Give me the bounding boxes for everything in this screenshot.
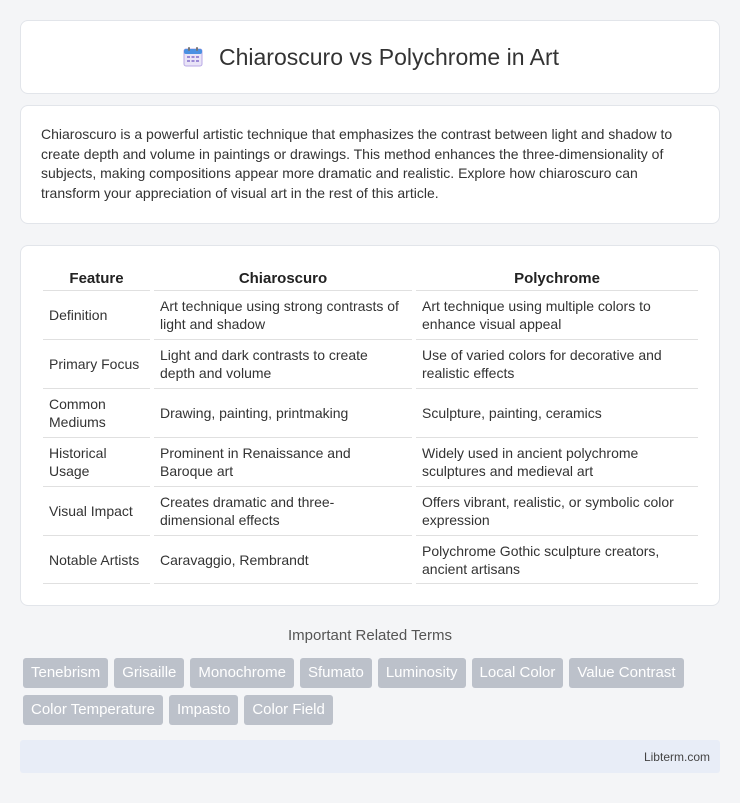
- comparison-table: [43, 264, 698, 584]
- tag-sfumato[interactable]: Sfumato: [300, 658, 372, 688]
- row-polychrome: Art technique using multiple colors to enhance visual appeal: [416, 290, 698, 339]
- row-chiaroscuro: Caravaggio, Rembrandt: [154, 535, 412, 584]
- table-row: [43, 388, 698, 437]
- header-chiaroscuro: Chiaroscuro: [238, 270, 328, 287]
- row-feature: Visual Impact: [43, 486, 150, 535]
- tag-grisaille[interactable]: Grisaille: [114, 658, 184, 688]
- row-chiaroscuro: Art technique using strong contrasts of light and shadow: [154, 290, 412, 339]
- table-row: [43, 486, 698, 535]
- page-title: Chiaroscuro vs Polychrome in Art: [218, 43, 559, 70]
- row-chiaroscuro: Creates dramatic and three-dimensional effects: [154, 486, 412, 535]
- comparison-table-card: [20, 245, 720, 606]
- row-feature: Historical Usage: [43, 437, 150, 486]
- header-polychrome: Polychrome: [514, 270, 600, 287]
- row-chiaroscuro: Drawing, painting, printmaking: [154, 388, 412, 437]
- row-polychrome: Offers vibrant, realistic, or symbolic color expression: [416, 486, 698, 535]
- tag-value-contrast[interactable]: Value Contrast: [569, 658, 683, 688]
- row-polychrome: Use of varied colors for decorative and realistic effects: [416, 339, 698, 388]
- intro-paragraph: Chiaroscuro is a powerful artistic technique that emphasizes the contrast between light and shadow to create depth and volume in paintings or drawings. This method enhances the three-dimensionality of subjects, making compositions appear more dramatic and realistic. Explore how chiaroscuro can transform your appreciation of visual art in the rest of this article.: [41, 126, 673, 201]
- row-feature: Primary Focus: [43, 339, 150, 388]
- calendar-icon: [181, 45, 205, 69]
- header-card: [20, 20, 720, 94]
- row-chiaroscuro: Prominent in Renaissance and Baroque art: [154, 437, 412, 486]
- footer: [20, 740, 720, 773]
- title-wrap: [181, 44, 559, 71]
- tag-color-field[interactable]: Color Field: [244, 695, 333, 725]
- table-row: [43, 535, 698, 584]
- row-polychrome: Polychrome Gothic sculpture creators, ancient artisans: [416, 535, 698, 584]
- row-feature: Common Mediums: [43, 388, 150, 437]
- tag-monochrome[interactable]: Monochrome: [190, 658, 294, 688]
- table-row: [43, 290, 698, 339]
- tag-tenebrism[interactable]: Tenebrism: [23, 658, 108, 688]
- row-polychrome: Sculpture, painting, ceramics: [416, 388, 698, 437]
- row-feature: Notable Artists: [43, 535, 150, 584]
- related-terms-tags: [23, 658, 723, 725]
- row-polychrome: Widely used in ancient polychrome sculptures and medieval art: [416, 437, 698, 486]
- tag-impasto[interactable]: Impasto: [169, 695, 238, 725]
- table-row: [43, 437, 698, 486]
- table-header-row: [43, 264, 698, 290]
- footer-site-link[interactable]: Libterm.com: [643, 749, 710, 764]
- header-feature: Feature: [69, 270, 124, 287]
- tag-luminosity[interactable]: Luminosity: [378, 658, 466, 688]
- related-terms-title: Important Related Terms: [288, 627, 452, 644]
- table-row: [43, 339, 698, 388]
- tag-color-temperature[interactable]: Color Temperature: [23, 695, 163, 725]
- tag-local-color[interactable]: Local Color: [472, 658, 564, 688]
- intro-card: [20, 105, 720, 224]
- row-feature: Definition: [43, 290, 150, 339]
- row-chiaroscuro: Light and dark contrasts to create depth and volume: [154, 339, 412, 388]
